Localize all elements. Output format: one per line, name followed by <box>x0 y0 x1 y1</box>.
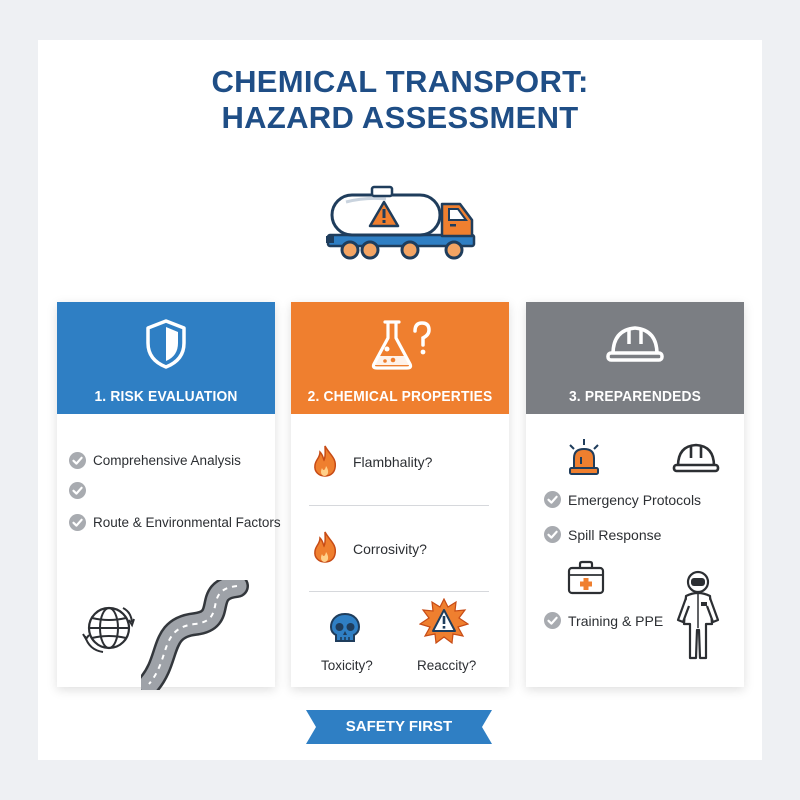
column-chemical-properties <box>291 302 509 687</box>
column-heading: 2. CHEMICAL PROPERTIES <box>307 388 493 405</box>
shield-icon <box>144 318 188 370</box>
column-heading: 1. RISK EVALUATION <box>94 388 238 405</box>
column-heading: 3. PREPARENDEDS <box>568 388 702 405</box>
list-item: Emergency Protocols <box>568 492 702 508</box>
winding-road-icon <box>141 580 251 690</box>
column-header-risk <box>57 302 275 414</box>
tanker-truck-icon <box>326 180 476 265</box>
divider <box>309 505 489 506</box>
column-header-preparedness <box>526 302 744 414</box>
page-title <box>38 64 762 136</box>
hard-hat-icon <box>605 318 665 368</box>
flame-icon <box>311 530 339 564</box>
list-item: Toxicity? <box>321 658 373 673</box>
check-icon <box>69 482 86 499</box>
list-item: Route & Environmental Factors <box>93 515 281 530</box>
siren-icon <box>564 438 604 478</box>
infographic-page <box>38 40 762 760</box>
list-item: Corrosivity? <box>353 541 427 557</box>
list-item: Spill Response <box>568 527 662 543</box>
warning-burst-icon <box>419 598 469 644</box>
check-icon <box>544 612 561 629</box>
title-line-2: HAZARD ASSESSMENT <box>221 100 579 135</box>
check-icon <box>544 526 561 543</box>
list-item: Flambhality? <box>353 454 433 470</box>
check-icon <box>69 514 86 531</box>
column-header-chemical <box>291 302 509 414</box>
divider <box>309 591 489 592</box>
column-preparedness <box>526 302 744 687</box>
hard-hat-icon <box>672 438 720 478</box>
first-aid-kit-icon <box>566 560 606 596</box>
check-icon <box>544 491 561 508</box>
globe-icon <box>79 602 135 658</box>
flame-icon <box>311 444 339 478</box>
title-line-1: CHEMICAL TRANSPORT: <box>211 64 589 99</box>
list-item: Comprehensive Analysis <box>93 453 241 468</box>
list-item: Training & PPE <box>568 613 664 629</box>
flask-question-icon <box>365 318 435 372</box>
safety-ribbon-label: SAFETY FIRST <box>345 718 453 735</box>
check-icon <box>69 452 86 469</box>
list-item: Reaccity? <box>417 658 477 673</box>
column-risk-evaluation <box>57 302 281 687</box>
skull-icon <box>329 612 361 646</box>
hazmat-suit-icon <box>676 570 720 662</box>
